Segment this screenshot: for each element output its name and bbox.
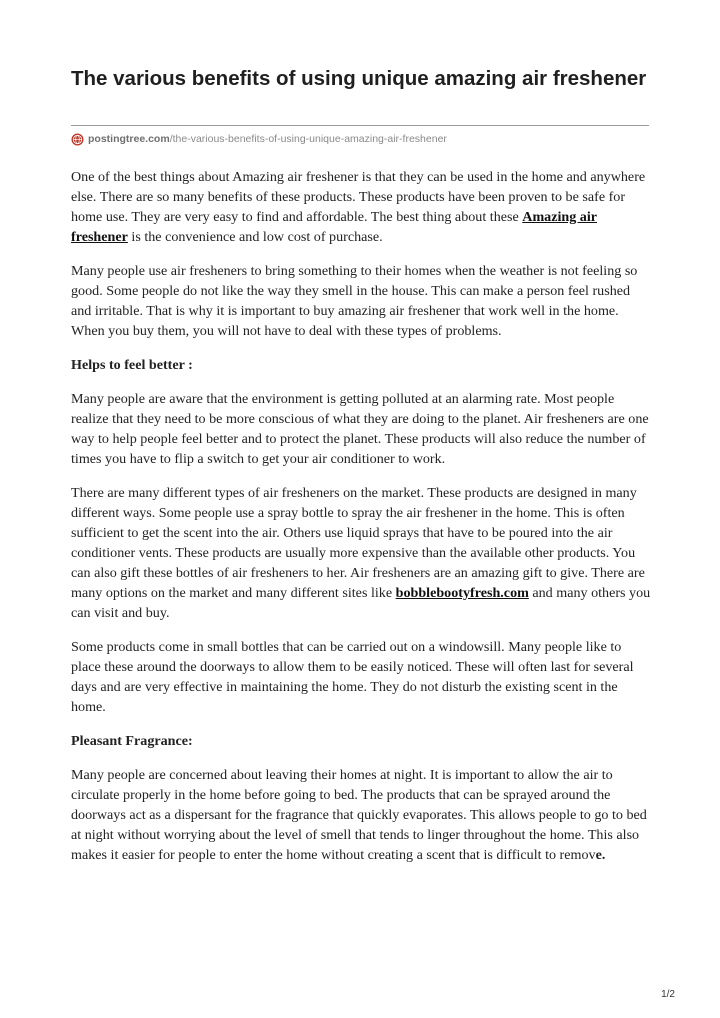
paragraph: Many people use air fresheners to bring something to their homes when the weather is not feeling so good. Some people do not like the way they smell in the house. This can make a person feel rushed and irritable. That is why it is important to buy amazing air freshener that work well in the home. When you buy them, you will not have to deal with these types of problems. — [71, 263, 638, 339]
paragraph-text: and many others you can visit and buy. — [71, 585, 651, 621]
source-path[interactable]: /the-various-benefits-of-using-unique-amazing-air-freshener — [169, 133, 447, 145]
article-body — [71, 167, 653, 879]
source-link[interactable] — [71, 131, 447, 147]
paragraph — [71, 167, 653, 247]
section-heading-pleasant-fragrance: Pleasant Fragrance: — [71, 733, 193, 749]
title-divider — [71, 125, 649, 126]
paragraph — [71, 765, 653, 865]
source-domain[interactable]: postingtree.com — [88, 133, 170, 145]
paragraph-text: is the convenience and low cost of purchase. — [127, 229, 383, 245]
paragraph-text: There are many different types of air fresheners on the market. These products are designed in many different ways. Some people use a spray bottle to spray the air freshener in the home. This is often sufficient to get the scent into the air. Others use liquid sprays that have to be poured into the air conditioner vents. These products are usually more expensive than the available other products. You can also gift these bottles of air fresheners to her. Air fresheners are an amazing gift to give. There are many options on the market and many different sites like — [71, 485, 645, 601]
paragraph: Many people are aware that the environment is getting polluted at an alarming rate. Most people realize that they need to be more conscious of what they are doing to the planet. Air fresheners are one way to help people feel better and to protect the planet. These products will also reduce the number of times you have to flip a switch to get your air conditioner to work. — [71, 391, 649, 467]
section-heading-helps-to-feel-better: Helps to feel better : — [71, 357, 193, 373]
paragraph-text: Many people are concerned about leaving their homes at night. It is important to allow the air to circulate properly in the home before going to bed. The products that can be sprayed around the doorways act as a dispersant for the fragrance that quickly evaporates. This allows people to go to bed at night without worrying about the level of smell that tends to linger throughout the home. This also makes it easier for people to enter the home without creating a scent that is difficult to remov — [71, 767, 647, 863]
article-title: The various benefits of using unique amazing air freshener — [71, 67, 647, 90]
bobblebootyfresh-link[interactable]: bobblebootyfresh.com — [395, 585, 529, 601]
paragraph — [71, 483, 653, 623]
paragraph-bold-end: e. — [595, 847, 606, 863]
amazing-air-freshener-link[interactable]: Amazing air freshener — [71, 209, 598, 245]
globe-icon — [71, 133, 84, 146]
paragraph: Some products come in small bottles that can be carried out on a windowsill. Many people like to place these around the doorways to allow them to be easily noticed. These will often last for several days and are very effective in maintaining the home. They do not disturb the existing scent in the home. — [71, 639, 634, 715]
paragraph-text: One of the best things about Amazing air freshener is that they can be used in the home and anywhere else. There are so many benefits of these products. These products have been proven to be safe for home use. They are very easy to find and affordable. The best thing about these — [71, 169, 646, 225]
page-number: 1/2 — [661, 989, 675, 1000]
